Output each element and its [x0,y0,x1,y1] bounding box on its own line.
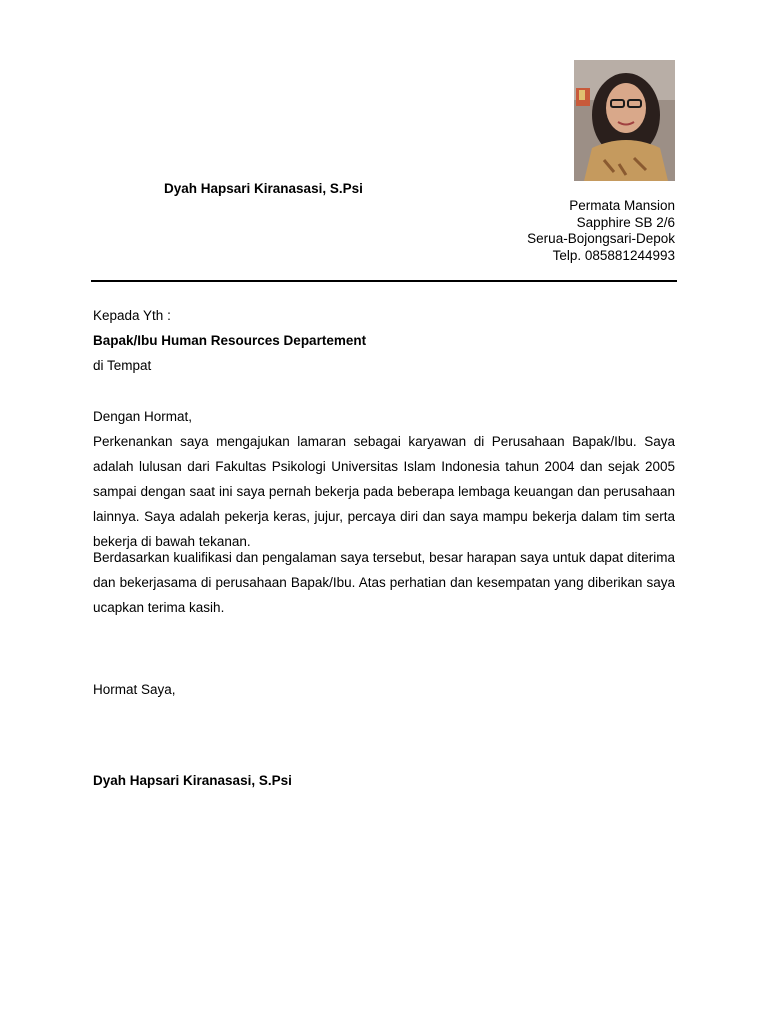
closing-salutation: Hormat Saya, [93,682,176,697]
address-line: Serua-Bojongsari-Depok [527,231,675,246]
greeting: Dengan Hormat, [93,409,193,424]
recipient-block [93,303,675,378]
letter-body-2 [93,545,675,620]
recipient-to: Bapak/Ibu Human Resources Departement [93,333,367,348]
phone-line: Telp. 085881244993 [552,247,675,263]
profile-photo [574,60,675,181]
recipient-kepada: Kepada Yth : [93,308,171,323]
paragraph-1: Perkenankan saya mengajukan lamaran sebagai karyawan di Perusahaan Bapak/Ibu. Saya adalah lulusan dari Fakultas Psikologi Universitas Islam Indonesia tahun 2004 dan sejak 2005 sampai dengan saat ini saya pernah bekerja pada beberapa lembaga keuangan dan perusahaan lainnya. Saya adalah pekerja keras, jujur, percaya diri dan saya mampu bekerja dalam tim serta bekerja di bawah tekanan. [93,434,675,549]
address-line: Sapphire SB 2/6 [576,214,675,230]
signature-name: Dyah Hapsari Kiranasasi, S.Psi [93,773,292,788]
sender-name: Dyah Hapsari Kiranasasi, S.Psi [164,181,363,196]
header-divider [91,280,677,282]
letter-body [93,404,675,554]
sender-address [527,198,675,264]
address-line: Permata Mansion [569,198,675,213]
paragraph-2: Berdasarkan kualifikasi dan pengalaman saya tersebut, besar harapan saya untuk dapat diterima dan bekerjasama di perusahaan Bapak/Ibu. Atas perhatian dan kesempatan yang diberikan saya ucapkan terima kasih. [93,550,675,615]
portrait-image [574,60,675,181]
recipient-place: di Tempat [93,358,152,373]
